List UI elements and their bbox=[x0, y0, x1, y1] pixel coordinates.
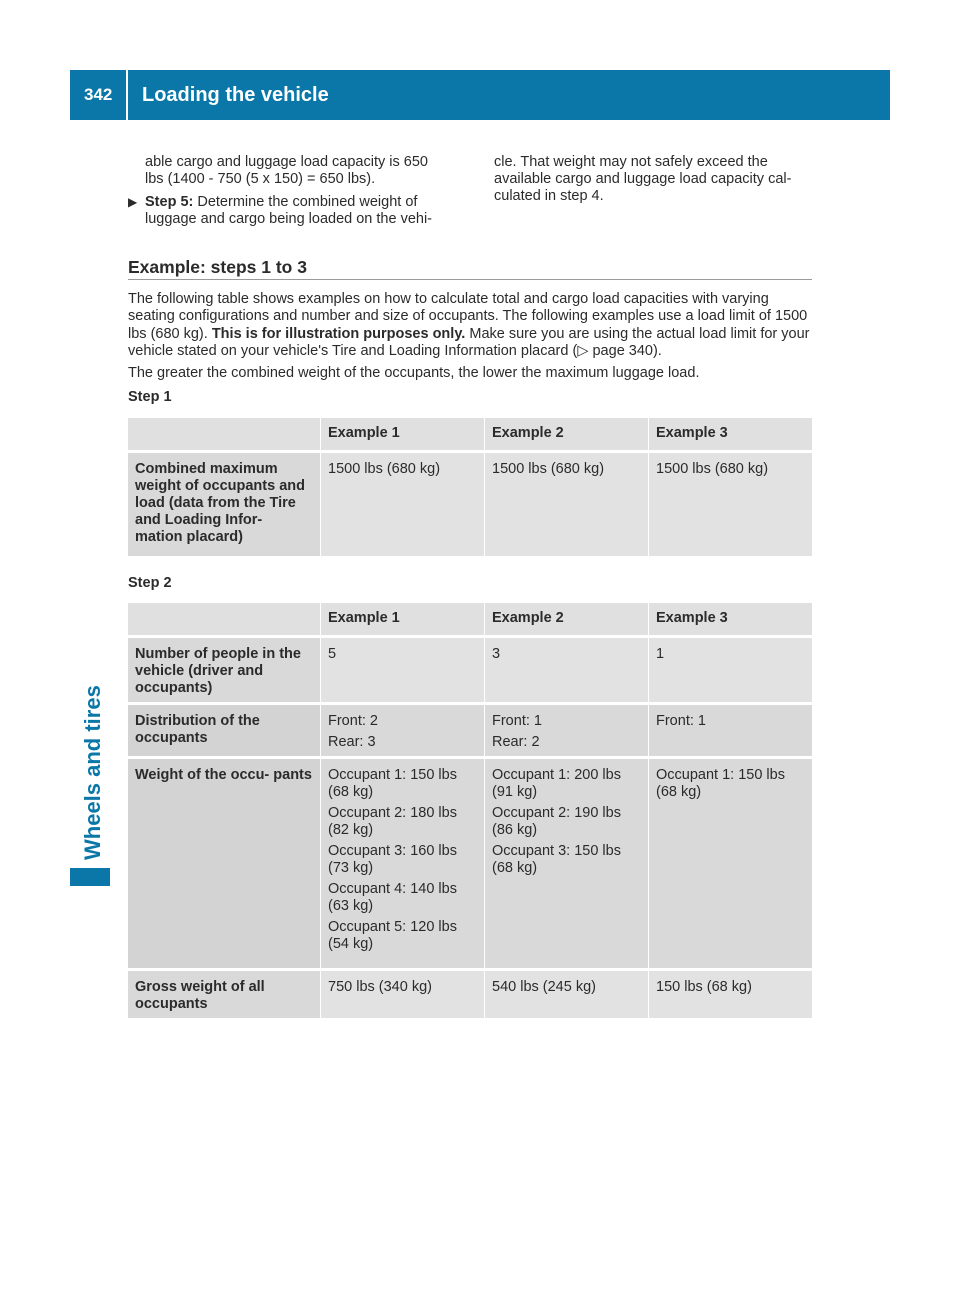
table-cell: 1500 lbs (680 kg) bbox=[484, 450, 648, 556]
table-row bbox=[128, 635, 812, 702]
table-cell: 1500 lbs (680 kg) bbox=[320, 450, 484, 556]
side-tab-marker bbox=[70, 868, 110, 886]
table-row bbox=[128, 968, 812, 1018]
occupants-note: The greater the combined weight of the occupants, the lower the maximum luggage load. bbox=[128, 365, 700, 382]
row-label: Distribution of the occupants bbox=[128, 702, 320, 756]
explanation-paragraph: The following table shows examples on how to calculate total and cargo load capacities with varying seating configurations and number and size of occupants. The following examples use a load limit of 1500 lbs (680 kg). This is for illustration purposes only. Make sure you are using the actual load limit for your vehicle stated on your vehicle's Tire and Loading Information placard (▷ page 340). bbox=[128, 291, 810, 359]
table-cell: 1 bbox=[648, 635, 812, 702]
table-header-cell: Example 3 bbox=[648, 603, 812, 635]
table-corner bbox=[128, 418, 320, 450]
page-ref-icon: ▷ bbox=[577, 342, 589, 359]
table-cell: 540 lbs (245 kg) bbox=[484, 968, 648, 1018]
step5-text: Determine the combined weight of luggage and cargo being loaded on the vehi- bbox=[145, 194, 433, 227]
chapter-title: Loading the vehicle bbox=[142, 83, 329, 106]
table-cell: 1500 lbs (680 kg) bbox=[648, 450, 812, 556]
table-cell: 750 lbs (340 kg) bbox=[320, 968, 484, 1018]
side-tab-label: Wheels and tires bbox=[80, 685, 105, 860]
table-cell: Occupant 1: 150 lbs (68 kg) bbox=[648, 756, 812, 968]
row-label: Number of people in the vehicle (driver and occupants) bbox=[128, 635, 320, 702]
table-corner bbox=[128, 603, 320, 635]
intro-left-column bbox=[128, 154, 446, 234]
illustration-note: This is for illustration purposes only. bbox=[211, 325, 466, 342]
table-cell: 150 lbs (68 kg) bbox=[648, 968, 812, 1018]
table-header-cell: Example 2 bbox=[484, 418, 648, 450]
table-header-cell: Example 1 bbox=[320, 418, 484, 450]
table-header-cell: Example 2 bbox=[484, 603, 648, 635]
page-ref-link[interactable]: page 340). bbox=[588, 342, 662, 359]
step2-label: Step 2 bbox=[128, 575, 172, 591]
table-cell: Front: 1 bbox=[648, 702, 812, 756]
intro-paragraph: able cargo and luggage load capacity is 650 lbs (1400 - 750 (5 x 150) = 650 lbs). bbox=[145, 154, 428, 187]
intro-continuation: cle. That weight may not safely exceed the available cargo and luggage load capacity cal- culated in step 4. bbox=[494, 154, 792, 204]
table-row bbox=[128, 702, 812, 756]
table-cell: Occupant 1: 200 lbs (91 kg) Occupant 2: 190 lbs (86 kg) Occupant 3: 150 lbs (68 kg) bbox=[484, 756, 648, 968]
table-cell: 5 bbox=[320, 635, 484, 702]
step1-label: Step 1 bbox=[128, 389, 172, 405]
table-cell: Front: 2 Rear: 3 bbox=[320, 702, 484, 756]
page-number: 342 bbox=[84, 85, 113, 104]
step2-table bbox=[128, 603, 812, 1018]
section-divider bbox=[128, 279, 812, 280]
table-header-cell: Example 3 bbox=[648, 418, 812, 450]
step5-label: Step 5: bbox=[145, 194, 194, 210]
intro-columns bbox=[128, 154, 812, 234]
step1-table bbox=[128, 418, 812, 556]
row-label: Combined maximum weight of occupants and load (data from the Tire and Loading Infor- mation placard) bbox=[128, 450, 320, 556]
bullet-arrow-icon: ▶ bbox=[128, 195, 138, 209]
table-cell: Front: 1 Rear: 2 bbox=[484, 702, 648, 756]
row-label: Gross weight of all occupants bbox=[128, 968, 320, 1018]
table-cell: Occupant 1: 150 lbs (68 kg) Occupant 2: 180 lbs (82 kg) Occupant 3: 160 lbs (73 kg) Occupant 4: 140 lbs (63 kg) Occupant 5: 120 lbs (54 kg) bbox=[320, 756, 484, 968]
table-header-cell: Example 1 bbox=[320, 603, 484, 635]
table-cell: 3 bbox=[484, 635, 648, 702]
page-header bbox=[70, 70, 890, 120]
table-row bbox=[128, 450, 812, 556]
section-body bbox=[128, 291, 812, 387]
step5-item bbox=[128, 194, 446, 228]
section-title: Example: steps 1 to 3 bbox=[128, 257, 307, 277]
intro-right-column bbox=[494, 154, 812, 234]
table-row bbox=[128, 756, 812, 968]
row-label: Weight of the occu- pants bbox=[128, 756, 320, 968]
